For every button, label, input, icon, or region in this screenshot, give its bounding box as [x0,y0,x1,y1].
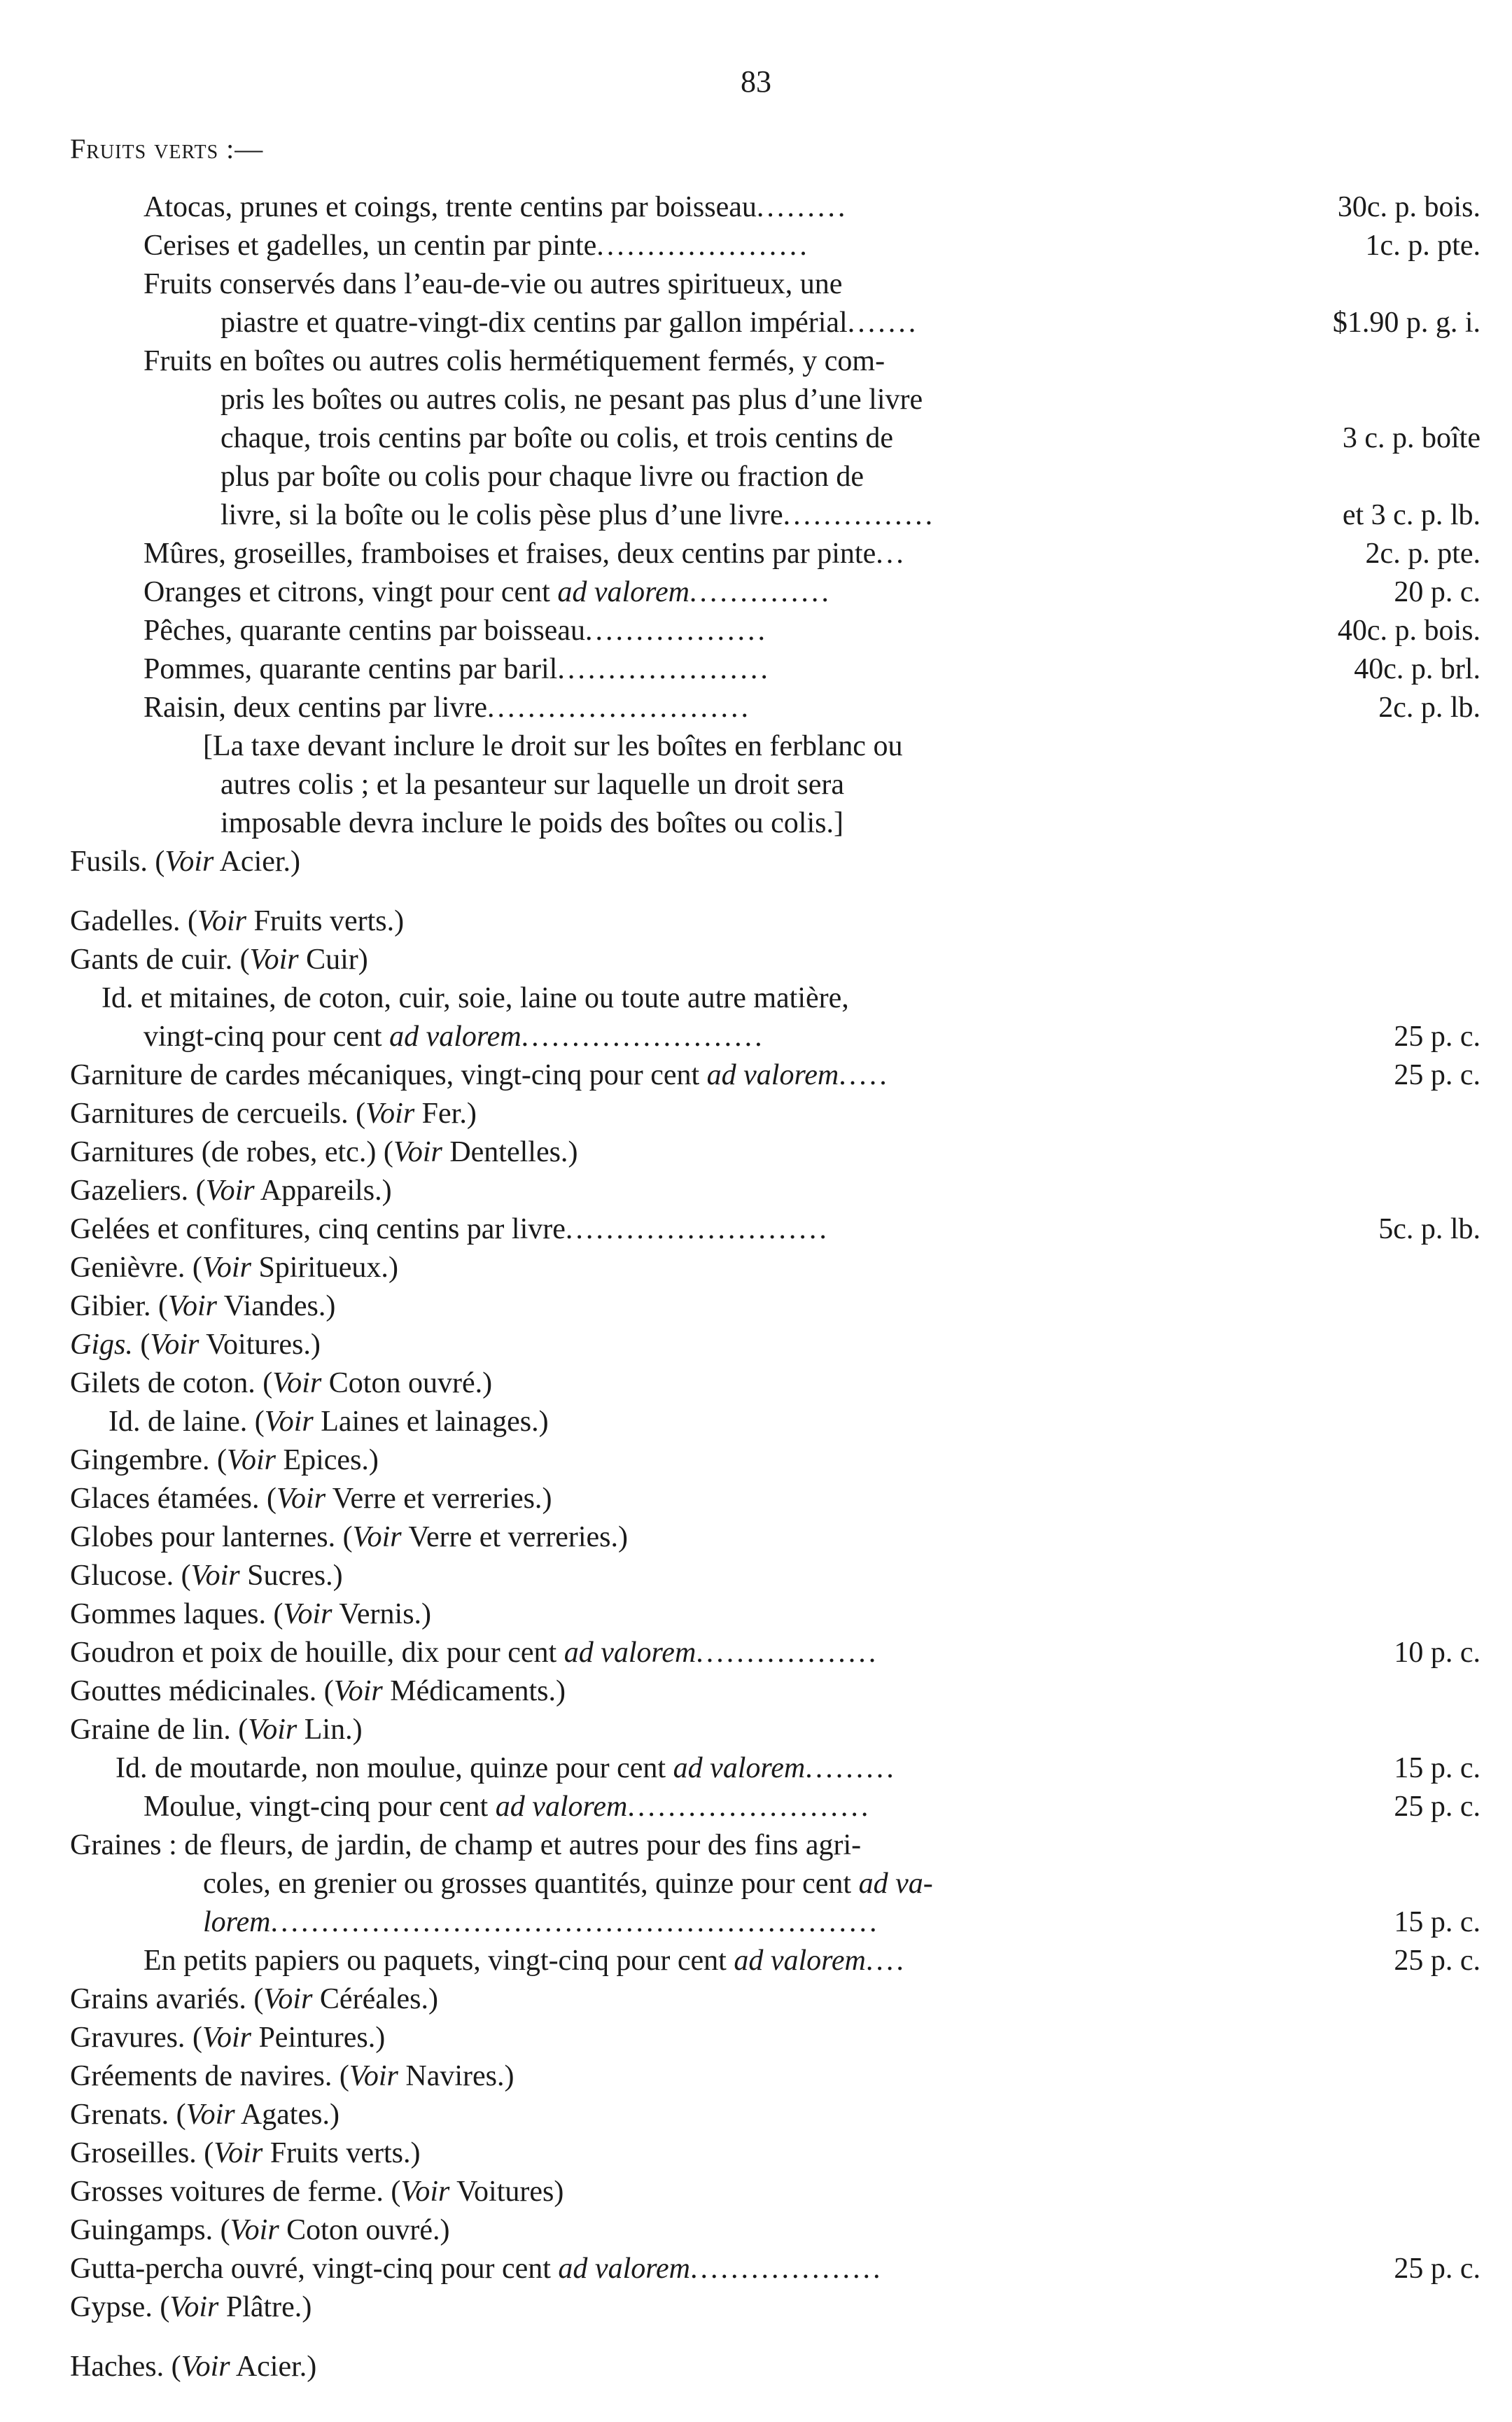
see-reference: Sucres. [247,1560,333,1592]
entry-text: Haches. [70,2351,164,2383]
entry-line [144,229,1480,264]
entry-italic-text: ad valorem [558,2253,690,2285]
entry-text: Globes pour lanternes. [70,1521,336,1553]
duty-rate: 25 p. c. [1394,1945,1480,1977]
entry-text: Gilets de coton. [70,1367,255,1399]
entry-text: Fruits conservés dans l’eau-de-vie ou autres spiritueux, une [144,268,843,300]
entry-text: Garnitures de cercueils. [70,1098,349,1130]
entry-text: Moulue, vingt-cinq pour cent [144,1791,489,1823]
duty-rate: 15 p. c. [1394,1752,1480,1784]
entry-line: Grosses voitures de ferme. (Voir Voitures) [70,2176,564,2208]
dot-leader: .............. [689,576,832,608]
see-reference: Médicaments. [390,1675,556,1707]
entry-line [144,267,1480,302]
see-reference: Cuir [306,944,358,976]
entry-line [144,1020,1480,1055]
entry-italic-text: ad valorem [564,1637,696,1669]
duty-rate: 1c. p. pte. [1365,230,1480,262]
entry-text: livre, si la boîte ou le colis pèse plus d’une livre [220,499,783,531]
entry-line [144,1790,1480,1825]
entry-line [70,1212,1480,1247]
entry-italic-text: ad valorem [557,576,690,608]
entry-text: Gypse. [70,2291,153,2323]
entry-line: Graine de lin. (Voir Lin.) [70,1714,363,1746]
entry-italic-text: ad valorem [389,1021,522,1053]
entry-line: Garnitures (de robes, etc.) (Voir Dentelles.) [70,1136,578,1168]
section-heading: Fruits verts :— [70,133,264,164]
entry-text: Grains avariés. [70,1983,246,2015]
entry-text: pris les boîtes ou autres colis, ne pesant pas plus d’une livre [220,384,923,416]
voir-label: Voir [276,1483,326,1515]
dot-leader: ......... [756,191,848,223]
duty-rate: 25 p. c. [1394,1791,1480,1823]
entry-text: Fruits en boîtes ou autres colis hermétiquement fermés, y com- [144,345,886,377]
entry-text: imposable devra inclure le poids des boîtes ou colis.] [220,807,844,839]
entry-line: Gigs. (Voir Voitures.) [70,1329,321,1361]
dot-leader: .................. [696,1637,879,1669]
see-reference: Fer. [421,1098,467,1130]
duty-rate: 25 p. c. [1394,1021,1480,1053]
voir-label: Voir [190,1560,240,1592]
voir-label: Voir [164,846,214,878]
voir-label: Voir [181,2351,230,2383]
dot-leader: .... [865,1945,906,1977]
entry-text: Garniture de cardes mécaniques, vingt-cinq pour cent [70,1059,700,1091]
duty-rate: 40c. p. bois. [1337,615,1480,647]
voir-label: Voir [352,1521,402,1553]
entry-text: Id. de laine. [108,1406,248,1438]
entry-line: Grenats. (Voir Agates.) [70,2099,340,2131]
dot-leader: ..................... [557,653,771,685]
see-reference: Spiritueux. [258,1252,388,1284]
entry-line [203,1867,1480,1902]
entry-italic-text: lorem [203,1906,271,1938]
dot-leader: .......................... [565,1213,830,1245]
entry-text: chaque, trois centins par boîte ou colis, et trois centins de [220,422,894,454]
entry-text: Graines : de fleurs, de jardin, de champ et autres pour des fins agri- [70,1829,862,1861]
entry-line [70,1828,1480,1863]
entry-text: Id. et mitaines, de coton, cuir, soie, laine ou toute autre matière, [102,982,849,1014]
entry-line: Gazeliers. (Voir Appareils.) [70,1175,392,1207]
entry-line: Groseilles. (Voir Fruits verts.) [70,2137,421,2169]
dot-leader: .......................... [487,692,752,724]
voir-label: Voir [202,1252,251,1284]
entry-line [144,537,1480,572]
dot-leader: ............................................................ [270,1906,880,1938]
entry-line [144,691,1480,726]
entry-text: Id. de moutarde, non moulue, quinze pour cent [115,1752,666,1784]
entry-line: Gadelles. (Voir Fruits verts.) [70,905,405,937]
voir-label: Voir [272,1367,322,1399]
entry-text: Gommes laques. [70,1598,266,1630]
dot-leader: ............... [783,499,936,531]
entry-line: Fusils. (Voir Acier.) [70,846,301,878]
see-reference: Verre et verreries. [332,1483,542,1515]
entry-text: Guingamps. [70,2214,214,2246]
entry-line [220,498,1480,533]
dot-leader: ....... [847,307,919,339]
entry-text: Gingembre. [70,1444,210,1476]
entry-line: Haches. (Voir Acier.) [70,2351,317,2383]
voir-label: Voir [214,2137,263,2169]
voir-label: Voir [365,1098,415,1130]
duty-rate: 2c. p. lb. [1378,692,1480,724]
entry-text: En petits papiers ou paquets, vingt-cinq pour cent [144,1945,727,1977]
dot-leader: ........................ [627,1791,872,1823]
see-reference: Céréales. [319,1983,429,2015]
see-reference: Verre et verreries. [408,1521,618,1553]
entry-line: Gypse. (Voir Plâtre.) [70,2291,312,2323]
voir-label: Voir [400,2176,450,2208]
duty-rate: 10 p. c. [1394,1637,1480,1669]
voir-label: Voir [393,1136,442,1168]
entry-text: Gutta-percha ouvré, vingt-cinq pour cent [70,2253,551,2285]
entry-text: Gréements de navires. [70,2060,332,2092]
duty-rate: et 3 c. p. lb. [1342,499,1480,531]
see-reference: Agates. [240,2099,330,2131]
duty-rate: 30c. p. bois. [1337,191,1480,223]
entry-line: Glaces étamées. (Voir Verre et verreries.) [70,1483,552,1515]
see-reference: Appareils. [260,1175,382,1207]
entry-text: Grenats. [70,2099,169,2131]
entry-line [220,306,1480,341]
voir-label: Voir [205,1175,255,1207]
entry-text: autres colis ; et la pesanteur sur laquelle un droit sera [220,769,845,801]
voir-label: Voir [263,1983,313,2015]
voir-label: Voir [150,1329,200,1361]
entry-line: Glucose. (Voir Sucres.) [70,1560,343,1592]
entry-line [144,575,1480,610]
duty-rate: 20 p. c. [1394,576,1480,608]
entry-line: Globes pour lanternes. (Voir Verre et verreries.) [70,1521,628,1553]
voir-label: Voir [349,2060,398,2092]
see-reference: Fruits verts. [270,2137,411,2169]
see-reference: Navires. [405,2060,505,2092]
voir-label: Voir [249,944,299,976]
entry-line: Gingembre. (Voir Epices.) [70,1444,379,1476]
entry-line: Gibier. (Voir Viandes.) [70,1290,336,1322]
entry-line: Gouttes médicinales. (Voir Médicaments.) [70,1675,566,1707]
voir-label: Voir [248,1714,298,1746]
entry-italic-text: ad va- [858,1868,933,1900]
duty-rate: 40c. p. brl. [1354,653,1480,685]
entry-line [203,729,1480,764]
voir-label: Voir [186,2099,235,2131]
entry-line [220,768,1480,803]
entry-line: Gravures. (Voir Peintures.) [70,2022,386,2054]
see-reference: Lin. [304,1714,353,1746]
entry-text: Gibier. [70,1290,151,1322]
duty-rate: 2c. p. pte. [1365,538,1480,570]
dot-leader: .................. [584,615,768,647]
entry-line [144,614,1480,649]
entry-line: Gommes laques. (Voir Vernis.) [70,1598,432,1630]
entry-line: Garnitures de cercueils. (Voir Fer.) [70,1098,477,1130]
duty-rate: 15 p. c. [1394,1906,1480,1938]
entry-text: Gravures. [70,2022,186,2054]
voir-label: Voir [197,905,246,937]
entry-line [220,806,1480,841]
dot-leader: ................... [690,2253,883,2285]
entry-line [220,383,1480,418]
entry-line [144,344,1480,379]
entry-italic-text: Gigs. [70,1329,133,1361]
entry-text: Gazeliers. [70,1175,189,1207]
entry-line: Grains avariés. (Voir Céréales.) [70,1983,439,2015]
entry-line [102,981,1480,1016]
entry-text: Gouttes médicinales. [70,1675,317,1707]
entry-text: vingt-cinq pour cent [144,1021,382,1053]
duty-rate: 3 c. p. boîte [1342,422,1480,454]
entry-line: Id. de laine. (Voir Laines et lainages.) [108,1406,549,1438]
entry-line: Genièvre. (Voir Spiritueux.) [70,1252,398,1284]
entry-text: Cerises et gadelles, un centin par pinte [144,230,597,262]
entry-line [144,652,1480,687]
entry-italic-text: ad valorem [734,1945,866,1977]
duty-rate: 25 p. c. [1394,2253,1480,2285]
see-reference: Plâtre. [225,2291,302,2323]
entry-text: plus par boîte ou colis pour chaque livre ou fraction de [220,461,864,493]
see-reference: Epices. [283,1444,369,1476]
dot-leader: ..... [839,1059,890,1091]
see-reference: Coton ouvré. [286,2214,440,2246]
dot-leader: ......... [805,1752,897,1784]
entry-text: Mûres, groseilles, framboises et fraises, deux centins par pinte [144,538,876,570]
entry-text: Atocas, prunes et coings, trente centins par boisseau [144,191,757,223]
entry-text: Gelées et confitures, cinq centins par livre [70,1213,566,1245]
entry-line [144,190,1480,225]
entry-line [70,2252,1480,2287]
entry-text: Glaces étamées. [70,1483,260,1515]
voir-label: Voir [169,2291,219,2323]
voir-label: Voir [333,1675,383,1707]
entry-text: Pommes, quarante centins par baril [144,653,558,685]
entry-text: Graine de lin. [70,1714,231,1746]
entry-line: Gants de cuir. (Voir Cuir) [70,944,368,976]
entry-text: [La taxe devant inclure le droit sur les boîtes en ferblanc ou [203,730,903,762]
entry-line [115,1751,1480,1786]
see-reference: Acier. [235,2351,307,2383]
see-reference: Voitures. [206,1329,311,1361]
voir-label: Voir [202,2022,251,2054]
entry-text: coles, en grenier ou grosses quantités, quinze pour cent [203,1868,852,1900]
voir-label: Voir [283,1598,332,1630]
entry-text: piastre et quatre-vingt-dix centins par gallon impérial [220,307,848,339]
page-number: 83 [741,64,771,99]
entry-text: Groseilles. [70,2137,197,2169]
entry-text: Goudron et poix de houille, dix pour cent [70,1637,557,1669]
entry-line [203,1905,1480,1940]
see-reference: Voitures [456,2176,554,2208]
entry-line [144,1944,1480,1979]
see-reference: Fruits verts. [253,905,395,937]
duty-rate: $1.90 p. g. i. [1332,307,1480,339]
entry-text: Gadelles. [70,905,181,937]
entry-text: Fusils. [70,846,148,878]
entry-text: Glucose. [70,1560,174,1592]
entry-italic-text: ad valorem [673,1752,806,1784]
see-reference: Peintures. [258,2022,376,2054]
entry-text: Oranges et citrons, vingt pour cent [144,576,550,608]
entry-line: Guingamps. (Voir Coton ouvré.) [70,2214,450,2246]
dot-leader: ........................ [521,1021,765,1053]
dot-leader: ..................... [596,230,810,262]
entry-text: Raisin, deux centins par livre [144,692,488,724]
voir-label: Voir [264,1406,314,1438]
see-reference: Viandes. [223,1290,326,1322]
entry-line [70,1058,1480,1093]
entry-line [220,460,1480,495]
see-reference: Acier. [219,846,291,878]
voir-label: Voir [230,2214,279,2246]
dot-leader: ... [876,538,906,570]
entry-text: Grosses voitures de ferme. [70,2176,384,2208]
see-reference: Dentelles. [449,1136,568,1168]
see-reference: Coton ouvré. [328,1367,483,1399]
duty-rate: 5c. p. lb. [1378,1213,1480,1245]
entry-text: Gants de cuir. [70,944,233,976]
entry-line: Gréements de navires. (Voir Navires.) [70,2060,514,2092]
entry-text: Pêches, quarante centins par boisseau [144,615,585,647]
entry-text: Genièvre. [70,1252,186,1284]
entry-line: Gilets de coton. (Voir Coton ouvré.) [70,1367,493,1399]
entry-italic-text: ad valorem [495,1791,628,1823]
see-reference: Laines et lainages. [321,1406,539,1438]
entry-line [70,1636,1480,1671]
see-reference: Vernis. [339,1598,422,1630]
entry-text: Garnitures (de robes, etc.) [70,1136,377,1168]
duty-rate: 25 p. c. [1394,1059,1480,1091]
entry-italic-text: ad valorem [706,1059,839,1091]
voir-label: Voir [226,1444,276,1476]
entry-line [220,421,1480,456]
voir-label: Voir [167,1290,217,1322]
